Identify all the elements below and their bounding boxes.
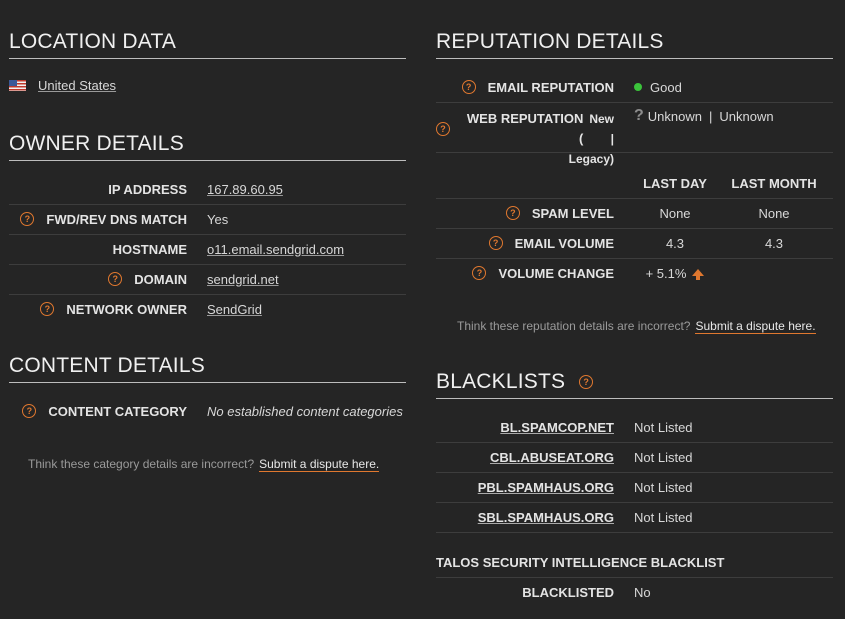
blacklist-row — [436, 412, 833, 443]
good-status-icon — [634, 83, 642, 91]
blacklist-name-link[interactable]: BL.SPAMCOP.NET — [500, 419, 614, 435]
owner-row-ip — [9, 174, 406, 205]
web-reputation-divider: | — [708, 108, 713, 124]
content-title: CONTENT DETAILS — [9, 354, 406, 383]
owner-row-network — [9, 294, 406, 324]
reputation-dispute — [457, 319, 816, 333]
owner-row-dns — [9, 204, 406, 235]
owner-title: OWNER DETAILS — [9, 132, 406, 161]
us-flag-icon — [9, 80, 26, 91]
spam-level-month: None — [758, 205, 790, 221]
domain-link[interactable]: sendgrid.net — [207, 271, 279, 287]
help-icon[interactable]: ? — [489, 236, 503, 250]
email-volume-month: 4.3 — [764, 235, 784, 251]
metrics-header-row — [436, 168, 833, 199]
email-reputation-value: Good — [650, 79, 682, 95]
help-icon[interactable]: ? — [436, 122, 450, 136]
spam-level-row — [436, 198, 833, 229]
last-month-header: LAST MONTH — [731, 175, 817, 191]
dns-value: Yes — [207, 211, 229, 227]
email-volume-label: EMAIL VOLUME — [514, 235, 614, 251]
location-row — [9, 78, 116, 93]
blacklisted-label: BLACKLISTED — [522, 584, 614, 600]
network-owner-label: NETWORK OWNER — [66, 301, 187, 317]
reputation-dispute-text: Think these reputation details are incorrect? — [457, 319, 691, 333]
blacklist-row — [436, 502, 833, 533]
ip-label: IP ADDRESS — [108, 181, 187, 197]
reputation-title: REPUTATION DETAILS — [436, 30, 833, 59]
web-reputation-label: WEB REPUTATION ( — [466, 111, 584, 146]
blacklist-status: Not Listed — [634, 419, 693, 435]
email-volume-day: 4.3 — [665, 235, 685, 251]
content-category-row — [9, 396, 406, 426]
blacklist-status: Not Listed — [634, 509, 693, 525]
talos-title: TALOS SECURITY INTELLIGENCE BLACKLIST — [436, 547, 833, 578]
content-category-value: No established content categories — [207, 403, 403, 419]
spam-level-label: SPAM LEVEL — [531, 205, 614, 221]
blacklist-name-link[interactable]: SBL.SPAMHAUS.ORG — [477, 509, 614, 525]
reputation-dispute-link[interactable]: Submit a dispute here. — [695, 319, 816, 333]
dns-label: FWD/REV DNS MATCH — [46, 211, 187, 227]
blacklists-title-text: BLACKLISTS — [436, 370, 566, 393]
owner-row-hostname — [9, 234, 406, 265]
help-icon[interactable]: ? — [108, 272, 122, 286]
web-reputation-new-value: Unknown — [647, 108, 702, 124]
help-icon[interactable]: ? — [462, 80, 476, 94]
help-icon[interactable]: ? — [472, 266, 486, 280]
email-reputation-row — [436, 72, 833, 103]
blacklist-status: Not Listed — [634, 449, 693, 465]
help-icon[interactable]: ? — [40, 302, 54, 316]
email-volume-row — [436, 228, 833, 259]
web-reputation-legacy-value: Unknown — [719, 108, 774, 124]
email-reputation-label: EMAIL REPUTATION — [487, 79, 614, 95]
volume-change-day: + 5.1% — [645, 265, 687, 281]
blacklists-title — [436, 370, 833, 399]
hostname-label: HOSTNAME — [112, 241, 187, 257]
blacklist-name-link[interactable]: CBL.ABUSEAT.ORG — [490, 449, 614, 465]
blacklist-name-link[interactable]: PBL.SPAMHAUS.ORG — [477, 479, 614, 495]
owner-row-domain — [9, 264, 406, 295]
content-dispute-link[interactable]: Submit a dispute here. — [259, 457, 380, 471]
web-reputation-new: New | — [589, 112, 614, 146]
unknown-icon: ? — [634, 107, 644, 124]
domain-label: DOMAIN — [134, 271, 187, 287]
volume-change-label: VOLUME CHANGE — [498, 265, 614, 281]
blacklisted-row — [436, 577, 833, 607]
hostname-link[interactable]: o11.email.sendgrid.com — [207, 241, 345, 257]
volume-change-row — [436, 258, 833, 288]
help-icon[interactable]: ? — [20, 212, 34, 226]
blacklist-status: Not Listed — [634, 479, 693, 495]
ip-link[interactable]: 167.89.60.95 — [207, 181, 283, 197]
last-day-header: LAST DAY — [643, 175, 707, 191]
web-reputation-legacy: Legacy) — [568, 152, 614, 166]
network-owner-link[interactable]: SendGrid — [207, 301, 262, 317]
help-icon[interactable]: ? — [579, 375, 593, 389]
content-dispute — [28, 457, 379, 471]
web-reputation-row — [436, 102, 833, 166]
location-title: LOCATION DATA — [9, 30, 406, 59]
blacklist-row — [436, 472, 833, 503]
help-icon[interactable]: ? — [506, 206, 520, 220]
content-category-label: CONTENT CATEGORY — [48, 403, 187, 419]
help-icon[interactable]: ? — [22, 404, 36, 418]
country-link[interactable]: United States — [38, 78, 117, 93]
spam-level-day: None — [659, 205, 691, 221]
arrow-up-icon — [692, 269, 704, 276]
blacklist-row — [436, 442, 833, 473]
content-dispute-text: Think these category details are incorrect? — [28, 457, 255, 471]
blacklisted-value: No — [634, 584, 651, 600]
